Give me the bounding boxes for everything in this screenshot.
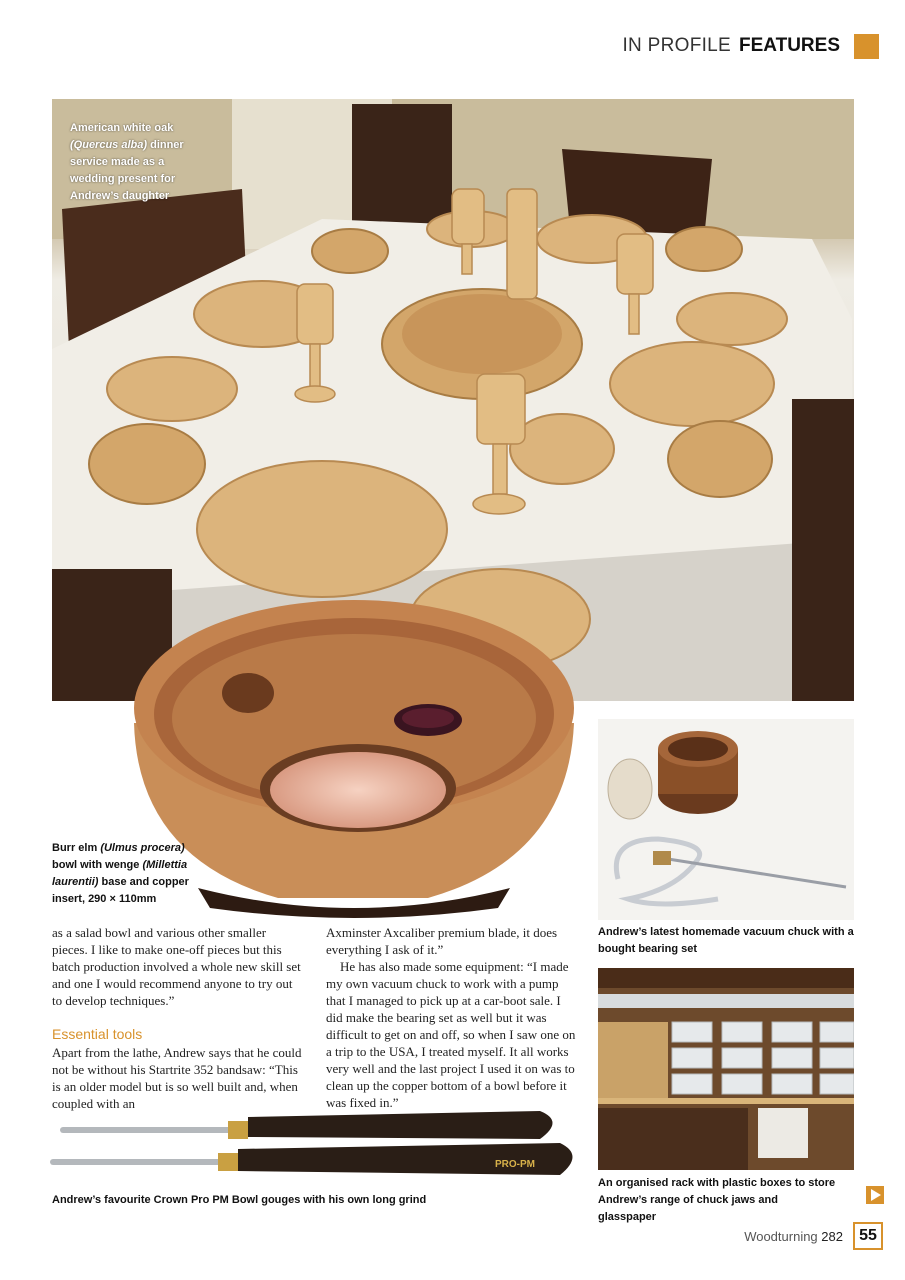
vacuum-chuck-caption: Andrew’s latest homemade vacuum chuck with a bought bearing set — [598, 926, 854, 955]
continue-arrow-icon — [866, 1186, 884, 1204]
bowl-gouges-photo — [40, 1105, 588, 1185]
dinner-service-caption: American white oak (Quercus alba) dinner service made as a wedding present for Andrew’s daughter — [70, 122, 184, 202]
storage-rack-caption: An organised rack with plastic boxes to store Andrew’s range of chuck jaws and glasspaper — [598, 1177, 836, 1223]
magazine-issue — [744, 1229, 843, 1244]
page-footer — [744, 1222, 883, 1250]
storage-rack-photo — [598, 968, 854, 1170]
page-header — [622, 34, 879, 58]
issue-number: 282 — [821, 1228, 843, 1244]
body-column-2 — [326, 924, 578, 1111]
essential-tools-heading: Essential tools — [52, 1026, 143, 1042]
gouges-caption: Andrew’s favourite Crown Pro PM Bowl gouges with his own long grind — [52, 1194, 427, 1206]
burr-elm-bowl-caption: Burr elm (Ulmus procera) bowl with wenge (Millettia laurentii) base and copper insert, 290 × 110mm — [52, 842, 189, 905]
header-accent-square — [854, 34, 879, 59]
storage-rack-illustration — [598, 968, 854, 1170]
burr-elm-bowl-photo — [128, 598, 580, 918]
page-number: 55 — [853, 1222, 883, 1250]
column1-paragraph-1: as a salad bowl and various other smaller pieces. I like to make one-off pieces but this batch production involved a whole new skill set and one I would recommend anyone to try out to develop techniques.” — [52, 925, 301, 1008]
column2-paragraph-2: He has also made some equipment: “I made my own vacuum chuck to work with a pump that I managed to pick up at a car-boot sale. I did make the bearing set as well but it was difficult to get on and off, so when I saw one on a trip to the USA, I treated myself. It all works very well and the last project I used it on was to clean up the copper bottom of a bowl before it was fixed in.” — [326, 959, 576, 1110]
column2-paragraph-1: Axminster Axcaliber premium blade, it does everything I ask of it.” — [326, 925, 558, 957]
gouge-brand-label: PRO-PM — [495, 1159, 535, 1170]
section-name: IN PROFILE — [622, 35, 732, 56]
section-label: FEATURES — [739, 35, 840, 56]
magazine-name: Woodturning — [744, 1228, 818, 1244]
body-column-1 — [52, 924, 302, 1112]
vacuum-chuck-photo — [598, 719, 854, 920]
column1-paragraph-2: Apart from the lathe, Andrew says that he could not be without his Startrite 352 bandsaw: “This is an older model but is so well built and, when coupled with an — [52, 1045, 302, 1111]
vacuum-chuck-illustration — [598, 719, 854, 920]
